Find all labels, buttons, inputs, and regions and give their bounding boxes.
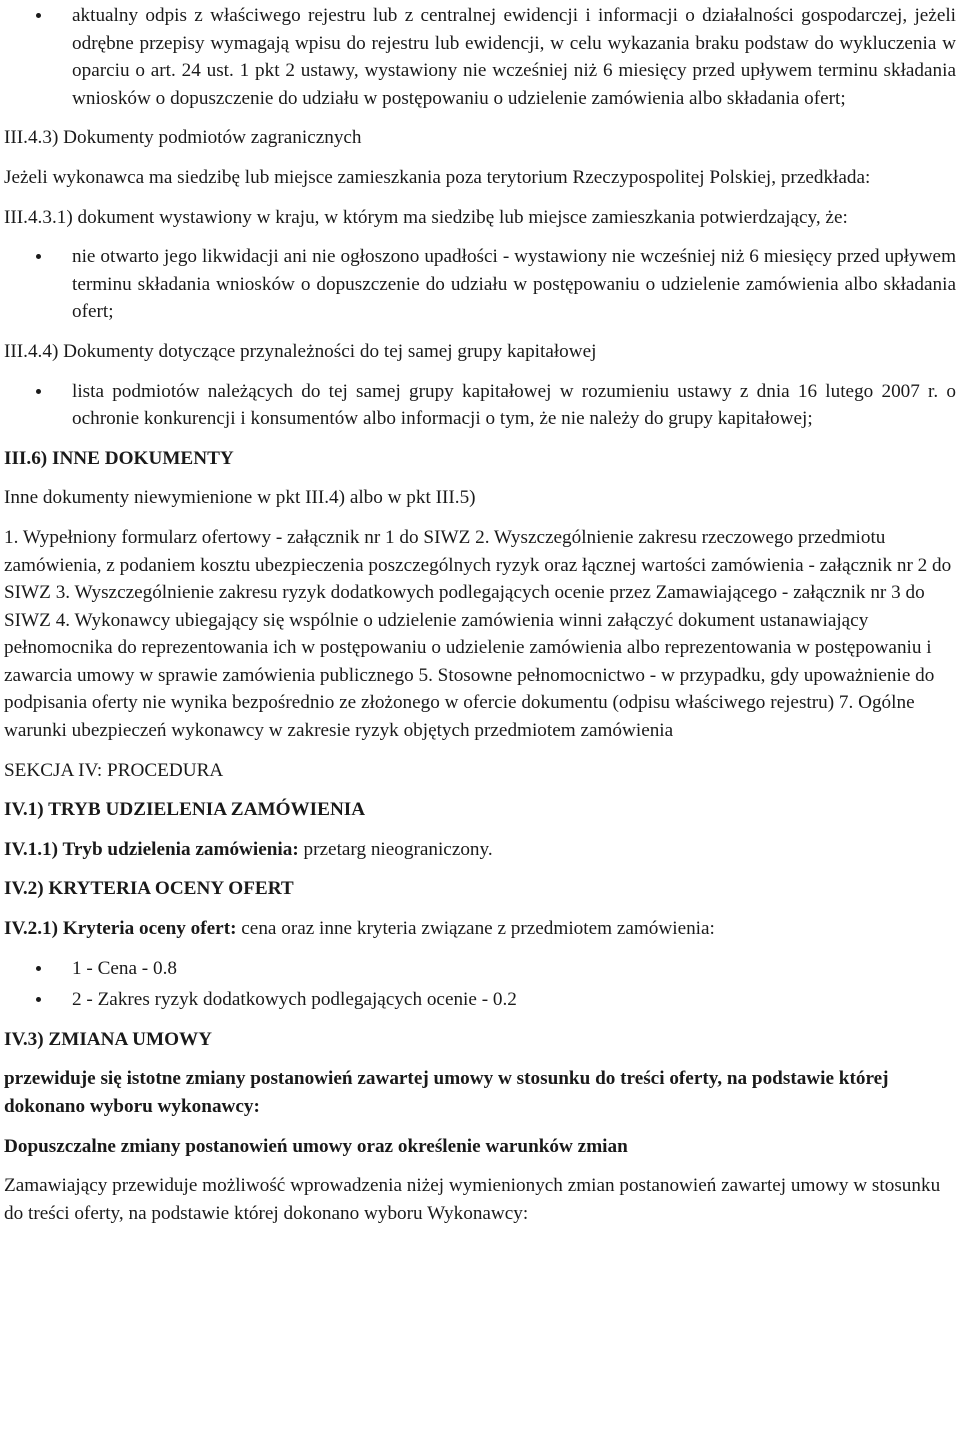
allowed-changes-heading: Dopuszczalne zmiany postanowień umowy oraz określenie warunków zmian xyxy=(4,1135,628,1157)
other-documents-intro: Inne dokumenty niewymienione w pkt III.4) albo w pkt III.5) xyxy=(4,487,476,509)
bullet-icon xyxy=(36,13,41,18)
bullet-icon xyxy=(36,254,41,259)
criteria-list xyxy=(4,955,956,1014)
registry-extract-text: aktualny odpis z właściwego rejestru lub z centralnej ewidencji i informacji o działalności gospodarczej, jeżeli odrębne przepisy wymagają wpisu do rejestru lub ewidencji, w celu wykazania braku podstaw do wykluczenia w oparciu o art. 24 ust. 1 pkt 2 ustawy, wystawiony nie wcześniej niż 6 miesięcy przed upływem terminu składania wniosków o dopuszczenie do udziału w postępowaniu o udzielenie zamówienia albo składania ofert; xyxy=(72,5,956,109)
capital-group-text: lista podmiotów należących do tej samej grupy kapitałowej w rozumieniu ustawy z dnia 16 lutego 2007 r. o ochronie konkurencji i konsumentów albo informacji o tym, że nie należy do grupy kapitałowej; xyxy=(72,380,956,430)
procedure-mode xyxy=(4,836,956,864)
foreign-entities-intro: Jeżeli wykonawca ma siedzibę lub miejsce zamieszkania poza terytorium Rzeczypospolitej Polskiej, przedkłada: xyxy=(4,166,871,188)
section-heading-iv-1: IV.1) TRYB UDZIELENIA ZAMÓWIENIA xyxy=(4,799,366,821)
section-heading-iii-4-3-1: III.4.3.1) dokument wystawiony w kraju, w którym ma siedzibę lub miejsce zamieszkania potwierdzający, że: xyxy=(4,206,848,228)
liquidation-text: nie otwarto jego likwidacji ani nie ogłoszono upadłości - wystawiony nie wcześniej niż 6 miesięcy przed upływem terminu składania wniosków o dopuszczenie do udziału w postępowaniu o udzielenie zamówienia albo składania ofert; xyxy=(72,246,956,323)
criterion-price: 1 - Cena - 0.8 xyxy=(72,957,177,979)
bullet-icon xyxy=(36,966,41,971)
bullet-icon xyxy=(36,997,41,1002)
bullet-list-liquidation xyxy=(4,243,956,326)
section-heading-iii-4-3: III.4.3) Dokumenty podmiotów zagranicznych xyxy=(4,127,362,149)
list-item xyxy=(4,955,956,983)
bullet-list-registry xyxy=(4,2,956,112)
evaluation-criteria-label: IV.2.1) Kryteria oceny ofert: xyxy=(4,918,237,940)
bullet-icon xyxy=(36,389,41,394)
procedure-mode-value: przetarg nieograniczony. xyxy=(298,838,493,860)
other-documents-body: 1. Wypełniony formularz ofertowy - załącznik nr 1 do SIWZ 2. Wyszczególnienie zakresu rzeczowego przedmiotu zamówienia, z podaniem kosztu ubezpieczenia poszczególnych ryzyk oraz łącznej wartości zamówienia - załącznik nr 2 do SIWZ 3. Wyszczególnienie zakresu ryzyk dodatkowych podlegających ocenie przez Zamawiającego - załącznik nr 3 do SIWZ 4. Wykonawcy ubiegający się wspólnie o udzielenie zamówienia winni załączyć dokument ustanawiający pełnomocnika do reprezentowania ich w postępowaniu o udzielenie zamówienia albo reprezentowania w postępowaniu i zawarcia umowy w sprawie zamówienia publicznego 5. Stosowne pełnomocnictwo - w przypadku, gdy upoważnienie do podpisania oferty nie wynika bezpośrednio ze złożonego w ofercie dokumentu (odpisu właściwego rejestru) 7. Ogólne warunki ubezpieczeń wykonawcy w zakresie ryzyk objętych przedmiotem zamówienia xyxy=(4,526,952,742)
list-item xyxy=(4,986,956,1014)
list-item xyxy=(4,243,956,326)
list-item xyxy=(4,2,956,112)
bullet-list-capital-group xyxy=(4,378,956,433)
allowed-changes-body: Zamawiający przewiduje możliwość wprowadzenia niżej wymienionych zmian postanowień zawartej umowy w stosunku do treści oferty, na podstawie której dokonano wyboru Wykonawcy: xyxy=(4,1175,941,1224)
section-heading-iii-6: III.6) INNE DOKUMENTY xyxy=(4,447,234,469)
criterion-additional-risks: 2 - Zakres ryzyk dodatkowych podlegających ocenie - 0.2 xyxy=(72,989,517,1011)
section-heading-iv: SEKCJA IV: PROCEDURA xyxy=(4,759,224,781)
section-heading-iii-4-4: III.4.4) Dokumenty dotyczące przynależności do tej samej grupy kapitałowej xyxy=(4,340,597,362)
section-heading-iv-2: IV.2) KRYTERIA OCENY OFERT xyxy=(4,878,294,900)
contract-changes-statement: przewiduje się istotne zmiany postanowień zawartej umowy w stosunku do treści oferty, na podstawie której dokonano wyboru wykonawcy: xyxy=(4,1068,889,1117)
evaluation-criteria xyxy=(4,915,956,943)
evaluation-criteria-value: cena oraz inne kryteria związane z przedmiotem zamówienia: xyxy=(236,918,715,940)
list-item xyxy=(4,378,956,433)
procedure-mode-label: IV.1.1) Tryb udzielenia zamówienia: xyxy=(4,838,299,860)
section-heading-iv-3: IV.3) ZMIANA UMOWY xyxy=(4,1028,213,1050)
document-page xyxy=(4,0,956,1227)
